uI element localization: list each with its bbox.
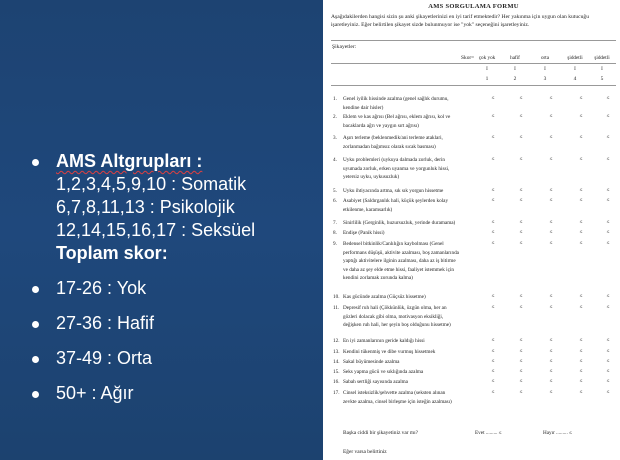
complaint-number: 3. [333,135,337,141]
score-label: Skor= [461,55,475,61]
answer-checkbox[interactable]: ≤ [549,349,553,354]
complaint-number: 12. [333,338,340,344]
answer-checkbox[interactable]: ≤ [579,220,583,225]
column-tick: I [514,67,516,72]
form-instructions: Aşağıdakilerden hangisi sizin şu anki şikayetlerinizi en iyi tarif etmektedir? Her yakınma için uygun olan kutucuğu işaretleyiniz. Eğer belirtilen şikayet sizde bulunmuyor ise "yok" seçeneğini işaretleyiniz. [331,14,590,29]
complaint-number: 4. [333,157,337,163]
column-header-number: 1 [485,76,489,82]
column-header-number: 2 [513,76,517,82]
bullet-agir [30,382,320,405]
form-title: AMS SORGULAMA FORMU [428,3,519,10]
answer-checkbox[interactable]: ≤ [491,305,495,310]
answer-checkbox[interactable]: ≤ [606,230,610,235]
answer-checkbox[interactable]: ≤ [491,230,495,235]
complaint-text: Uyku ihtiyacında artma, sık sık yorgun hissetme [343,188,444,194]
ams-form [327,0,620,460]
bullet-orta [30,347,320,370]
column-tick: I [574,67,576,72]
complaint-text: Cinsel isteksizlik/şehvette azalma (seksten alınan zevkte azalma, cinsel birleşme için isteğin azalması) [343,390,452,405]
column-header-number: 4 [573,76,577,82]
answer-checkbox[interactable]: ≤ [606,305,610,310]
altgrup-title [56,151,202,171]
complaint-number: 16. [333,379,340,385]
bullet-list [30,150,320,405]
answer-checkbox[interactable]: ≤ [606,349,610,354]
answer-checkbox[interactable]: ≤ [606,157,610,162]
column-header-label: orta [540,55,550,61]
answer-checkbox[interactable]: ≤ [519,114,523,119]
column-header-label: hafif [510,55,520,61]
answer-checkbox[interactable]: ≤ [549,359,553,364]
answer-checkbox[interactable]: ≤ [606,114,610,119]
answer-checkbox[interactable]: ≤ [491,359,495,364]
answer-checkbox[interactable]: ≤ [549,390,553,395]
answer-checkbox[interactable]: ≤ [549,198,553,203]
if-yes-specify: Eğer varsa belirtiniz [343,449,387,455]
answer-checkbox[interactable]: ≤ [519,198,523,203]
bullet-hafif [30,312,320,335]
bullet-altgrup [30,150,320,265]
column-header-label: şiddetli [594,55,610,61]
complaint-number: 2. [333,114,337,120]
column-tick: I [601,67,603,72]
answer-checkbox[interactable]: ≤ [579,135,583,140]
yes-option[interactable]: Evet ......... ≤ [475,430,502,436]
bullet-hafif-text: 27-36 : Hafif [56,313,155,333]
complaint-text: En iyi zamanlarının geride kaldığı hissi [343,338,425,344]
answer-checkbox[interactable]: ≤ [491,114,495,119]
answer-checkbox[interactable]: ≤ [519,359,523,364]
answer-checkbox[interactable]: ≤ [549,114,553,119]
answer-checkbox[interactable]: ≤ [491,188,495,193]
answer-checkbox[interactable]: ≤ [491,369,495,374]
answer-checkbox[interactable]: ≤ [519,338,523,343]
answer-checkbox[interactable]: ≤ [491,157,495,162]
bullet-yok-text: 17-26 : Yok [56,278,147,298]
complaint-number: 17. [333,390,340,396]
altgrup-title-text: AMS Altgrupları : [56,151,203,171]
answer-checkbox[interactable]: ≤ [519,220,523,225]
answer-checkbox[interactable]: ≤ [519,369,523,374]
answer-checkbox[interactable]: ≤ [606,96,610,101]
answer-checkbox[interactable]: ≤ [606,135,610,140]
column-header-label: şiddetli [567,55,583,61]
complaint-text: Genel iyilik hissinde azalma (genel sağlık durumu, kendine dair hisler) [343,96,449,111]
altgrup-line-psikolojik: 6,7,8,11,13 : Psikolojik [56,197,235,217]
answer-checkbox[interactable]: ≤ [579,379,583,384]
answer-checkbox[interactable]: ≤ [549,96,553,101]
complaint-text: Aşırı terleme (beklenmedik/ani terleme ataklari, zorlanmadan bağımsız olarak sıcak basması) [343,135,443,150]
complaint-number: 15. [333,369,340,375]
altgrup-line-somatik: 1,2,3,4,5,9,10 : Somatik [56,174,247,194]
column-header-label: çok yok [478,55,496,61]
answer-checkbox[interactable]: ≤ [519,305,523,310]
complaint-text: Sabah sertliği sayısında azalma [343,379,408,385]
divider [331,85,616,86]
complaint-number: 7. [333,220,337,226]
answer-checkbox[interactable]: ≤ [606,338,610,343]
complaint-text: Uyku problemleri (uykuya dalmada zorluk, derin uyumada zorluk, erken uyanma ve yorgunluk hissi, yetersiz uyku, uykusuzluk) [343,157,450,181]
answer-checkbox[interactable]: ≤ [519,349,523,354]
answer-checkbox[interactable]: ≤ [606,188,610,193]
complaint-text: Seks yapma gücü ve sıklığında azalma [343,369,424,375]
answer-checkbox[interactable]: ≤ [579,349,583,354]
total-score-title: Toplam skor: [56,243,168,263]
answer-checkbox[interactable]: ≤ [491,198,495,203]
complaint-number: 6. [333,198,337,204]
answer-checkbox[interactable]: ≤ [491,338,495,343]
answer-checkbox[interactable]: ≤ [549,379,553,384]
complaints-label: Şikayetler: [332,44,357,50]
answer-checkbox[interactable]: ≤ [549,230,553,235]
complaint-text: Kas gücünde azalma (Güçsüz hissetme) [343,294,426,300]
answer-checkbox[interactable]: ≤ [519,294,523,299]
complaint-number: 8. [333,230,337,236]
answer-checkbox[interactable]: ≤ [549,305,553,310]
answer-checkbox[interactable]: ≤ [579,96,583,101]
column-header-number: 3 [543,76,547,82]
answer-checkbox[interactable]: ≤ [579,305,583,310]
answer-checkbox[interactable]: ≤ [519,241,523,246]
answer-checkbox[interactable]: ≤ [549,294,553,299]
answer-checkbox[interactable]: ≤ [491,349,495,354]
answer-checkbox[interactable]: ≤ [549,220,553,225]
altgrup-line-seksuel: 12,14,15,16,17 : Seksüel [56,220,256,240]
answer-checkbox[interactable]: ≤ [579,241,583,246]
bullet-yok [30,277,320,300]
complaint-text: Eklem ve kas ağrısı (Bel ağrısı, eklem ağrısı, kol ve bacaklarda ağrı ve yaygın sırt ağrısı) [343,114,451,129]
divider [331,40,616,41]
complaint-number: 1. [333,96,337,102]
answer-checkbox[interactable]: ≤ [579,114,583,119]
answer-checkbox[interactable]: ≤ [519,390,523,395]
other-complaint-question: Başka ciddi bir şikayetiniz var mı? [343,430,418,436]
answer-checkbox[interactable]: ≤ [519,188,523,193]
answer-checkbox[interactable]: ≤ [579,338,583,343]
answer-checkbox[interactable]: ≤ [491,135,495,140]
answer-checkbox[interactable]: ≤ [491,96,495,101]
answer-checkbox[interactable]: ≤ [549,157,553,162]
complaint-text: Asabiyet (Saldırganlık hali, küçük şeylerden kolay etkilenme, karamsarlık) [343,198,449,213]
answer-checkbox[interactable]: ≤ [606,241,610,246]
column-header-number: 5 [600,76,604,82]
answer-checkbox[interactable]: ≤ [519,230,523,235]
answer-checkbox[interactable]: ≤ [579,359,583,364]
complaint-text: Sinirlilik (Gerginlik, huzursuzluk, yerinde duramama) [343,220,456,226]
answer-checkbox[interactable]: ≤ [549,338,553,343]
complaint-number: 11. [333,305,340,311]
answer-checkbox[interactable]: ≤ [519,96,523,101]
answer-checkbox[interactable]: ≤ [549,135,553,140]
answer-checkbox[interactable]: ≤ [606,369,610,374]
column-tick: I [544,67,546,72]
no-option[interactable]: Hayır ......... ≤ [543,430,572,436]
answer-checkbox[interactable]: ≤ [579,294,583,299]
complaint-text: Kendini tükenmiş ve dibe vurmuş hissetmek [343,349,436,355]
answer-checkbox[interactable]: ≤ [606,294,610,299]
complaint-text: Endişe (Panik hissi) [343,230,385,236]
answer-checkbox[interactable]: ≤ [491,390,495,395]
bullet-orta-text: 37-49 : Orta [56,348,153,368]
answer-checkbox[interactable]: ≤ [519,157,523,162]
answer-checkbox[interactable]: ≤ [606,198,610,203]
complaint-number: 5. [333,188,337,194]
answer-checkbox[interactable]: ≤ [606,359,610,364]
column-tick: I [486,67,488,72]
answer-checkbox[interactable]: ≤ [579,230,583,235]
answer-checkbox[interactable]: ≤ [579,390,583,395]
bullet-agir-text: 50+ : Ağır [56,383,134,403]
answer-checkbox[interactable]: ≤ [606,220,610,225]
answer-checkbox[interactable]: ≤ [491,379,495,384]
answer-checkbox[interactable]: ≤ [549,241,553,246]
answer-checkbox[interactable]: ≤ [606,379,610,384]
answer-checkbox[interactable]: ≤ [491,241,495,246]
complaint-text: Depresif ruh hali (Çökkünlük, üzgün olma, her an gözleri dolacak gibi olma, motivasyon eksikliği, değişken ruh hali, her şeyin boş olduğunu hissetme) [343,305,451,329]
divider [331,63,616,64]
complaint-text: Bedensel bitkinlik/Canlılığın kaybolması (Genel performans düşüşü, aktivite azalması, boş zamanlarında yaptığı aktivitelere ilginin azalması, daha az iş bitirme ve daha az şey elde etme hissi, faaliyet istemmek için kendini zorlamak zorunda kalma) [343,241,459,282]
answer-checkbox[interactable]: ≤ [579,157,583,162]
complaint-number: 13. [333,349,340,355]
complaint-number: 9. [333,241,337,247]
answer-checkbox[interactable]: ≤ [491,294,495,299]
complaint-text: Sakal büyümesinde azalma [343,359,400,365]
answer-checkbox[interactable]: ≤ [579,198,583,203]
complaint-number: 14. [333,359,340,365]
answer-checkbox[interactable]: ≤ [549,369,553,374]
answer-checkbox[interactable]: ≤ [549,188,553,193]
answer-checkbox[interactable]: ≤ [519,135,523,140]
answer-checkbox[interactable]: ≤ [606,390,610,395]
answer-checkbox[interactable]: ≤ [579,369,583,374]
complaint-number: 10. [333,294,340,300]
answer-checkbox[interactable]: ≤ [491,220,495,225]
answer-checkbox[interactable]: ≤ [579,188,583,193]
answer-checkbox[interactable]: ≤ [519,379,523,384]
